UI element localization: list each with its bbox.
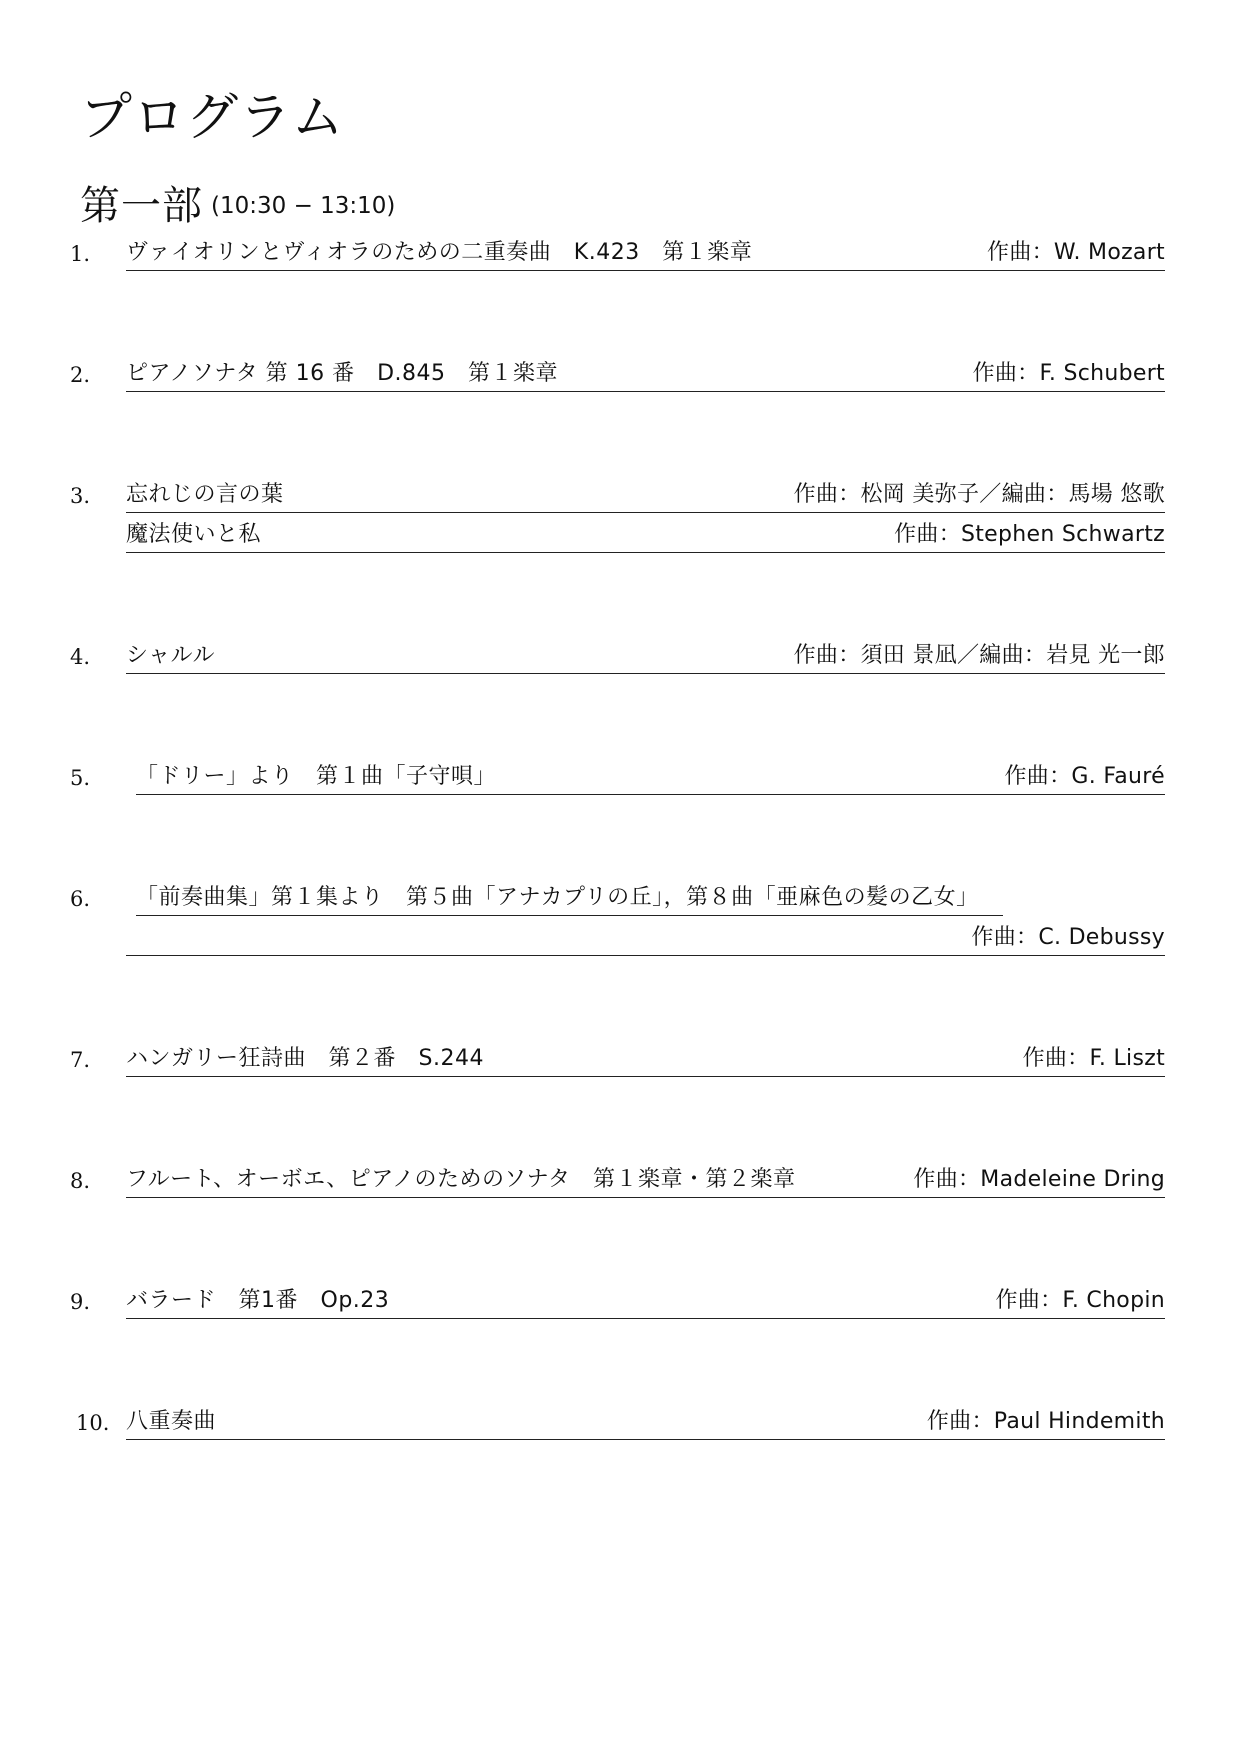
section-name: 第一部 — [80, 183, 203, 229]
work-title: ヴァイオリンとヴィオラのための二重奏曲 K.423 第１楽章 — [126, 240, 753, 265]
composer-credit: 作曲：F. Schubert — [972, 361, 1165, 386]
program-item — [126, 1405, 1165, 1440]
composer-credit: 作曲：Madeleine Dring — [913, 1167, 1165, 1192]
program-item — [126, 1284, 1165, 1319]
work-title: ピアノソナタ 第 16 番 D.845 第１楽章 — [126, 361, 559, 386]
program-item-credit — [126, 921, 1165, 956]
work-title: シャルル — [126, 643, 216, 668]
program-item-sub — [126, 518, 1165, 553]
program-item — [126, 236, 1165, 271]
item-number: 7. — [70, 1048, 91, 1072]
item-number: 9. — [70, 1290, 91, 1314]
composer-credit: 作曲：W. Mozart — [987, 240, 1165, 265]
work-title: フルート、オーボエ、ピアノのためのソナタ 第１楽章・第２楽章 — [126, 1167, 796, 1192]
work-title: 魔法使いと私 — [126, 522, 262, 547]
item-number: 8. — [70, 1169, 91, 1193]
composer-credit: 作曲：Paul Hindemith — [926, 1409, 1165, 1434]
program-item — [136, 760, 1165, 795]
item-number: 4. — [70, 645, 91, 669]
composer-credit: 作曲：G. Fauré — [1004, 764, 1165, 789]
composer-credit: 作曲：松岡 美弥子／編曲：馬場 悠歌 — [793, 482, 1165, 507]
program-item — [126, 1042, 1165, 1077]
composer-credit: 作曲：Stephen Schwartz — [894, 522, 1165, 547]
section-time: (10:30 − 13:10) — [211, 193, 396, 219]
work-title: 忘れじの言の葉 — [126, 482, 284, 507]
composer-credit: 作曲：須田 景凪／編曲：岩見 光一郎 — [793, 643, 1165, 668]
page-title: プログラム — [80, 88, 345, 148]
program-item — [126, 478, 1165, 513]
work-title: バラード 第1番 Op.23 — [126, 1288, 390, 1313]
composer-credit: 作曲：F. Liszt — [1022, 1046, 1165, 1071]
composer-credit: 作曲：F. Chopin — [995, 1288, 1165, 1313]
section-heading — [80, 183, 396, 229]
program-item — [136, 881, 1003, 916]
program-item — [126, 1163, 1165, 1198]
item-number: 2. — [70, 363, 91, 387]
item-number: 3. — [70, 484, 91, 508]
item-number: 10. — [76, 1411, 110, 1435]
work-title: 「前奏曲集」第１集より 第５曲「アナカプリの丘」，第８曲「亜麻色の髪の乙女」 — [136, 885, 979, 910]
work-title: ハンガリー狂詩曲 第２番 S.244 — [126, 1046, 484, 1071]
item-number: 5. — [70, 766, 91, 790]
program-item — [126, 357, 1165, 392]
item-number: 1. — [70, 242, 91, 266]
item-number: 6. — [70, 887, 91, 911]
program-item — [126, 639, 1165, 674]
composer-credit: 作曲：C. Debussy — [971, 925, 1165, 950]
work-title: 八重奏曲 — [126, 1409, 217, 1434]
work-title: 「ドリー」より 第１曲「子守唄」 — [136, 764, 497, 789]
